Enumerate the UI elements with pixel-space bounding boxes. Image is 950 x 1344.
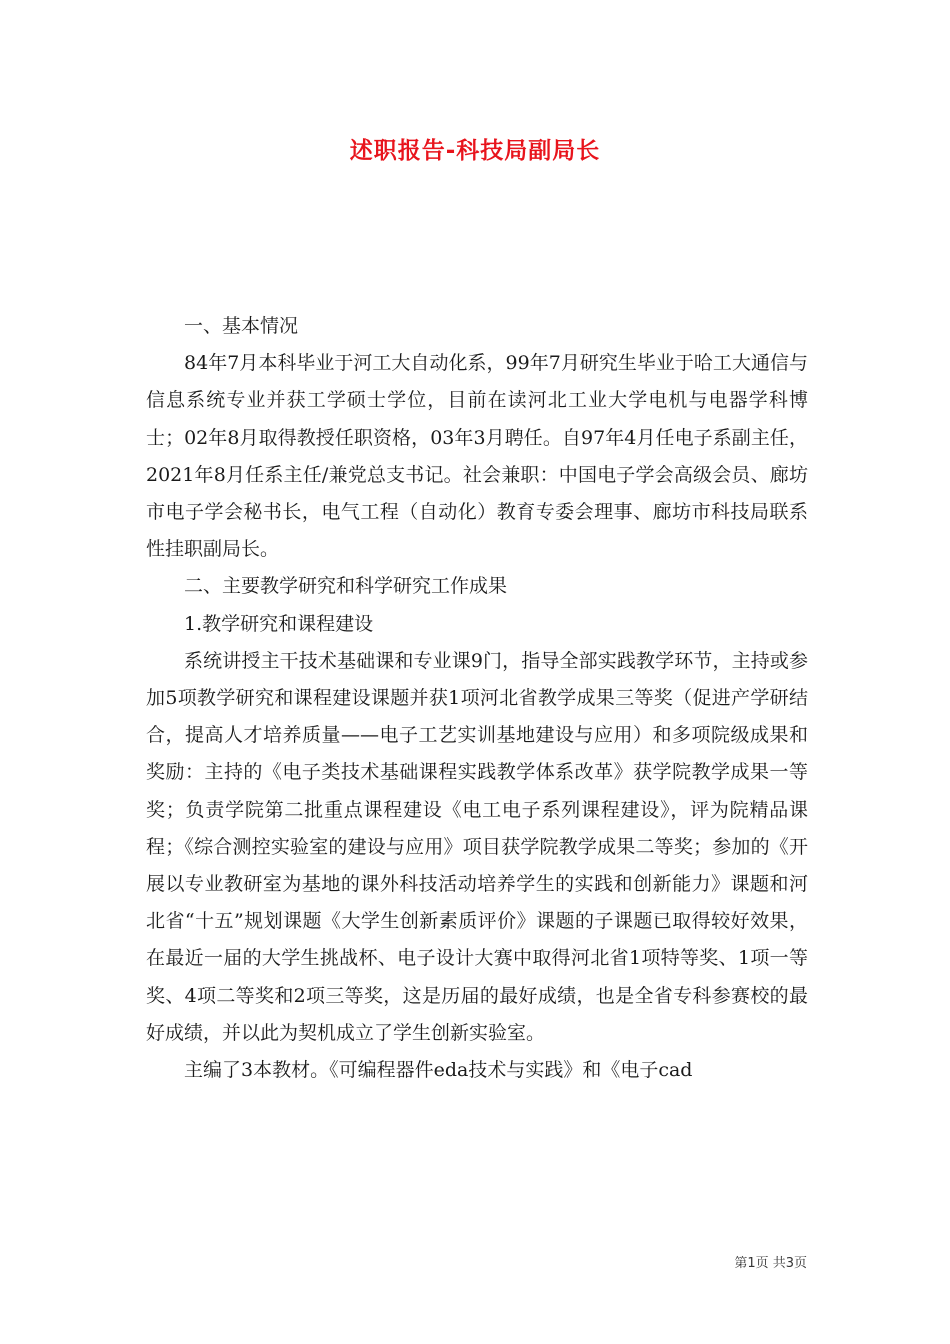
paragraph-teaching: 系统讲授主干技术基础课和专业课9门，指导全部实践教学环节，主持或参加5项教学研究和课程建设课题并获1项河北省教学成果三等奖（促进产学研结合，提高人才培养质量——电子工艺实训基地建设与应用）和多项院级成果和奖励：主持的《电子类技术基础课程实践教学体系改革》获学院教学成果一等奖；负责学院第二批重点课程建设《电工电子系列课程建设》，评为院精品课程；《综合测控实验室的建设与应用》项目获学院教学成果二等奖；参加的《开展以专业教研室为基地的课外科技活动培养学生的实践和创新能力》课题和河北省“十五”规划课题《大学生创新素质评价》课题的子课题已取得较好效果，在最近一届的大学生挑战杯、电子设计大赛中取得河北省1项特等奖、1项一等奖、4项二等奖和2项三等奖，这是历届的最好成绩，也是全省专科参赛校的最好成绩，并以此为契机成立了学生创新实验室。 — [146, 649, 808, 1044]
document-body — [146, 308, 808, 1089]
document-title: 述职报告-科技局副局长 — [349, 138, 601, 164]
section-heading-achievements: 二、主要教学研究和科学研究工作成果 — [184, 575, 508, 598]
page-number: 第1页 共3页 — [734, 1256, 807, 1271]
paragraph-basic-info: 84年7月本科毕业于河工大自动化系，99年7月研究生毕业于哈工大通信与信息系统专业并获工学硕士学位，目前在读河北工业大学电机与电器学科博士；02年8月取得教授任职资格，03年3月聘任。自97年4月任电子系副主任，2021年8月任系主任/兼党总支书记。社会兼职：中国电子学会高级会员、廊坊市电子学会秘书长，电气工程（自动化）教育专委会理事、廊坊市科技局联系性挂职副局长。 — [146, 352, 808, 561]
subsection-heading-teaching: 1.教学研究和课程建设 — [184, 612, 374, 635]
paragraph-textbooks: 主编了3本教材。《可编程器件eda技术与实践》和《电子cad — [184, 1059, 693, 1082]
section-heading-basic-info: 一、基本情况 — [184, 315, 299, 337]
